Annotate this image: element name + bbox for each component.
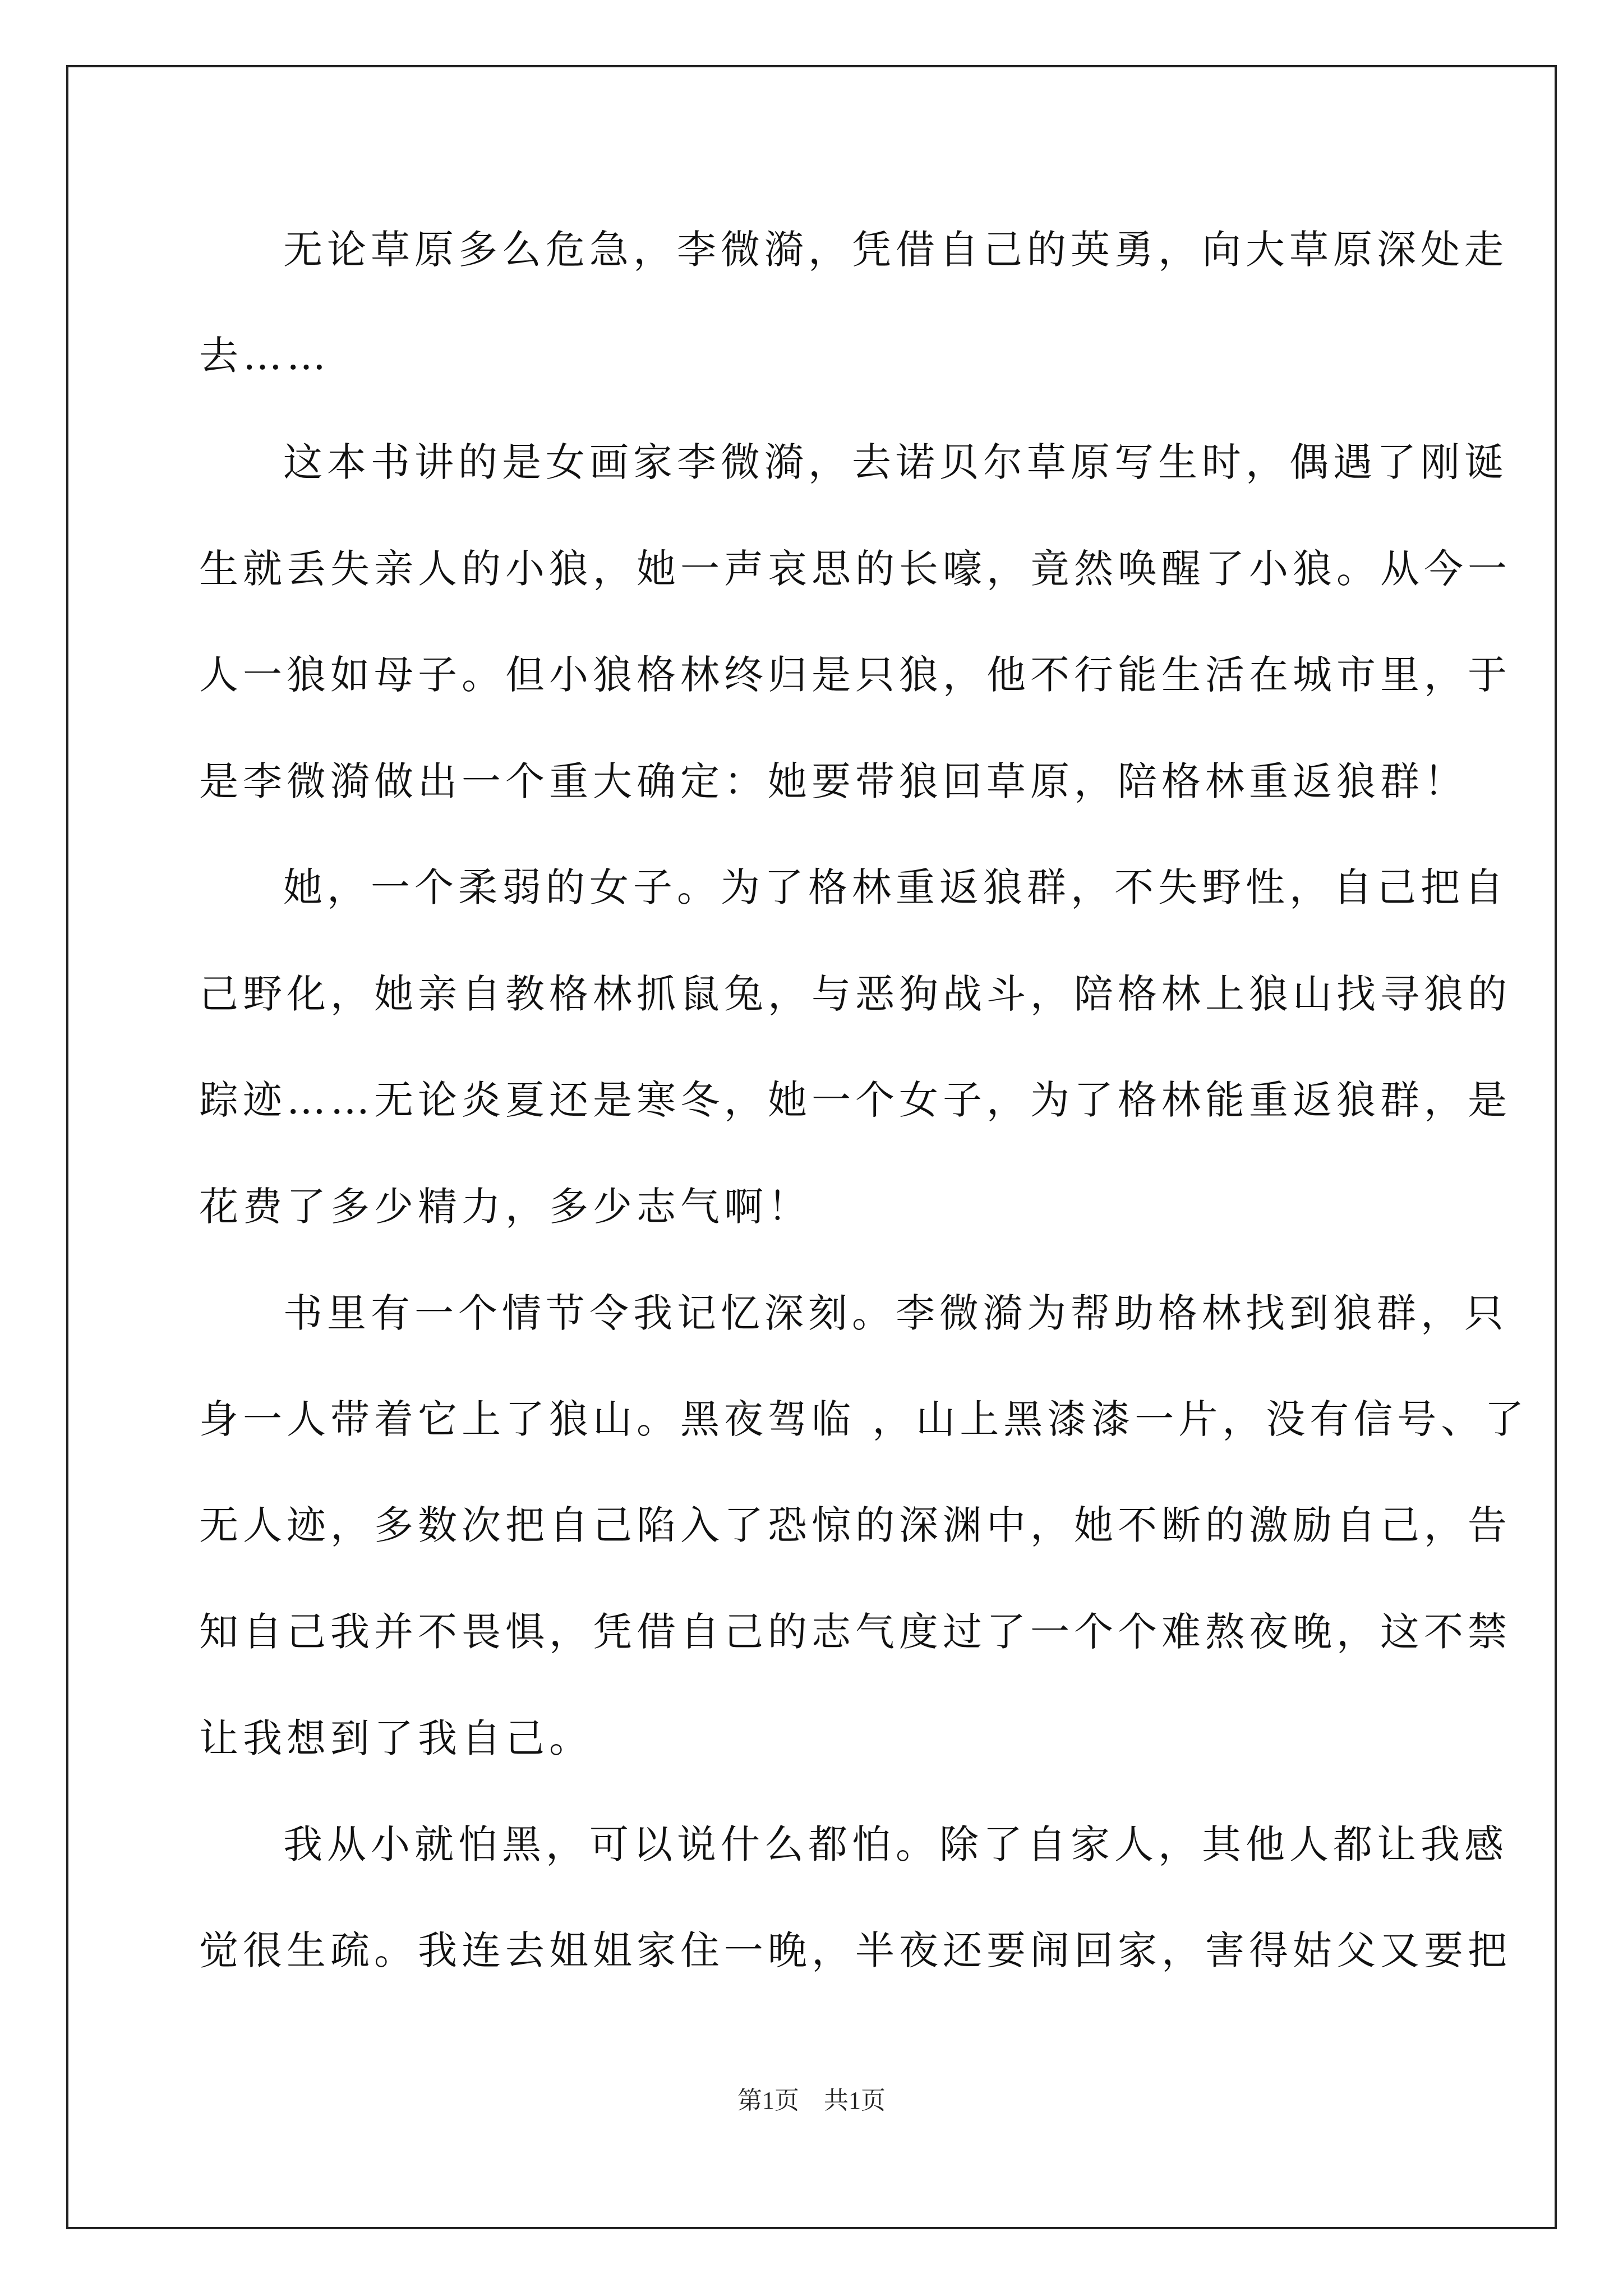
paragraph-line: 书里有一个情节令我记忆深刻。李微漪为帮助格林找到狼群，只	[283, 1290, 1508, 1336]
paragraph-line: 她，一个柔弱的女子。为了格林重返狼群，不失野性，自己把自	[283, 864, 1508, 910]
paragraph-line: 无人迹，多数次把自己陷入了恐惊的深渊中，她不断的激励自己，告	[199, 1502, 1511, 1548]
paragraph-line: 让我想到了我自己。	[199, 1715, 593, 1761]
paragraph-line: 知自己我并不畏惧，凭借自己的志气度过了一个个难熬夜晚，这不禁	[199, 1609, 1511, 1655]
paragraph-line: 去……	[199, 333, 330, 379]
page-border	[66, 65, 1557, 2229]
paragraph-line: 人一狼如母子。但小狼格林终归是只狼，他不行能生活在城市里，于	[199, 652, 1511, 698]
paragraph-line: 踪迹……无论炎夏还是寒冬，她一个女子，为了格林能重返狼群，是	[199, 1077, 1511, 1123]
paragraph-line: 无论草原多么危急，李微漪，凭借自己的英勇，向大草原深处走	[283, 227, 1508, 273]
paragraph-line: 身一人带着它上了狼山。黑夜驾临 ，山上黑漆漆一片，没有信号、了	[199, 1396, 1529, 1442]
paragraph-line: 觉很生疏。我连去姐姐家住一晚，半夜还要闹回家，害得姑父又要把	[199, 1927, 1511, 1973]
paragraph-line: 生就丢失亲人的小狼，她一声哀思的长嚎，竟然唤醒了小狼。从今一	[199, 546, 1511, 592]
paragraph-line: 这本书讲的是女画家李微漪，去诺贝尔草原写生时，偶遇了刚诞	[283, 439, 1508, 485]
paragraph-line: 己野化，她亲自教格林抓鼠兔，与恶狗战斗，陪格林上狼山找寻狼的	[199, 971, 1511, 1017]
paragraph-line: 花费了多少精力，多少志气啊！	[199, 1184, 811, 1230]
paragraph-line: 是李微漪做出一个重大确定：她要带狼回草原，陪格林重返狼群！	[199, 758, 1468, 804]
page-number-footer: 第1页 共1页	[737, 2087, 886, 2114]
paragraph-line: 我从小就怕黑，可以说什么都怕。除了自家人，其他人都让我感	[283, 1821, 1508, 1867]
